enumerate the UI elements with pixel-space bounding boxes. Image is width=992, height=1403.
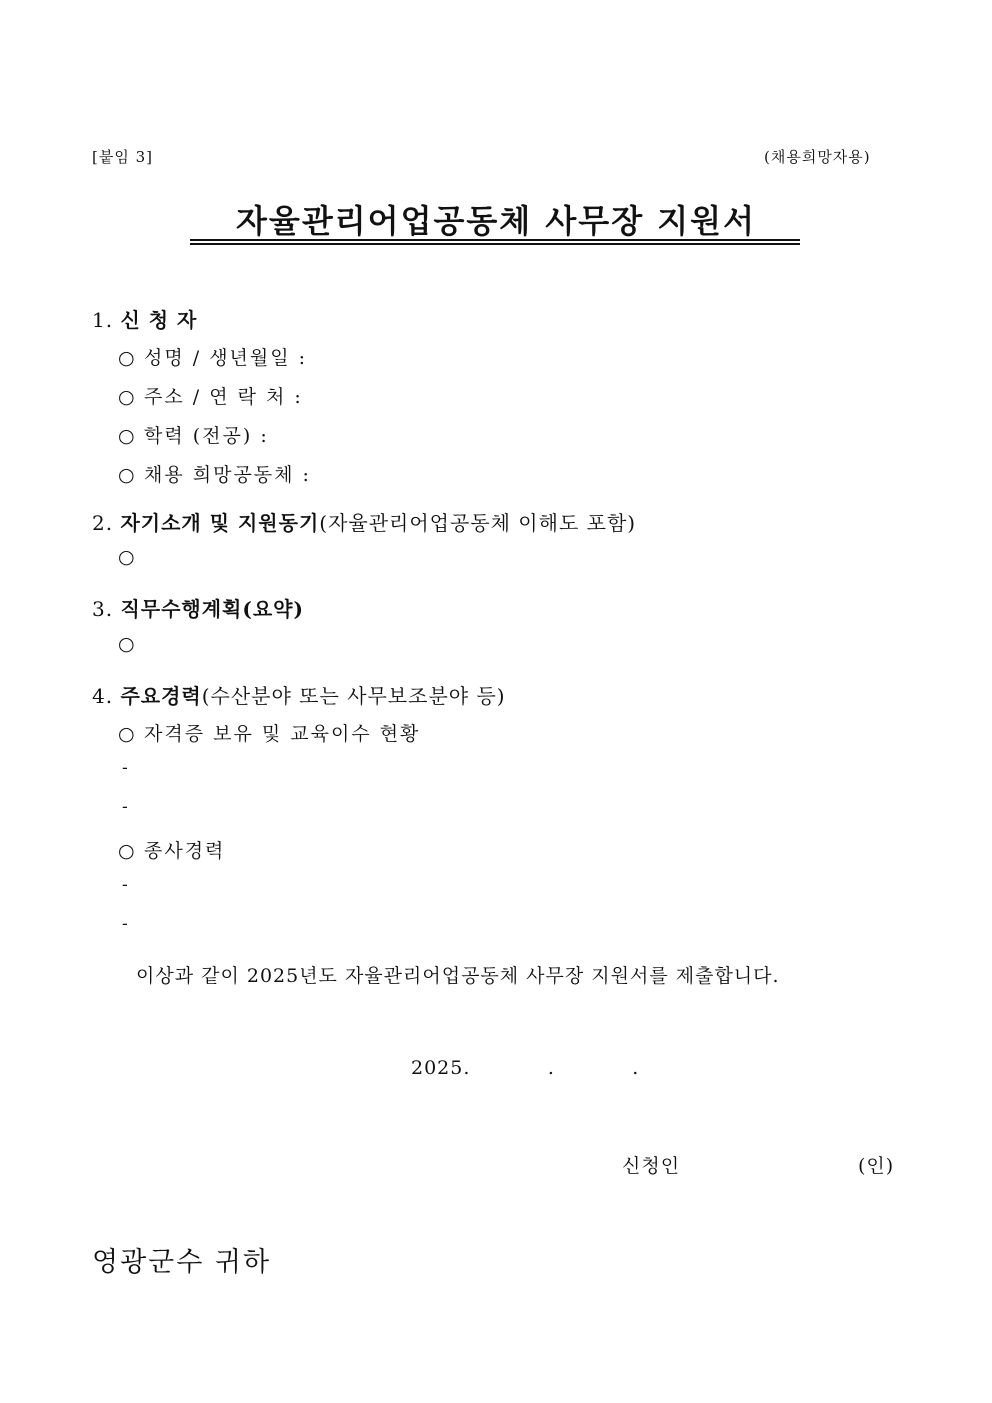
title-underline — [190, 239, 800, 241]
section-number: 4. — [92, 684, 114, 708]
circle-bullet-icon: ○ — [118, 633, 137, 655]
section-title-bold: 주요경력 — [120, 684, 202, 708]
section-number: 2. — [92, 511, 114, 535]
item-label: 종사경력 — [144, 840, 226, 862]
section-4-heading — [92, 680, 506, 709]
item-label: 주소 / 연 락 처 : — [144, 386, 303, 408]
section-title-bold: 자기소개 및 지원동기 — [120, 511, 320, 535]
certificates-row — [118, 719, 420, 746]
circle-bullet-icon: ○ — [118, 386, 137, 408]
section-1-heading — [92, 304, 197, 333]
section-title-bold: 직무수행계획(요약) — [120, 597, 304, 621]
section-2-heading — [92, 507, 636, 536]
circle-bullet-icon: ○ — [118, 425, 137, 447]
circle-bullet-icon: ○ — [118, 347, 137, 369]
experience-dash-1 — [122, 875, 128, 895]
work-plan-row — [118, 633, 144, 655]
document-title: 자율관리어업공동체 사무장 지원서 — [236, 202, 756, 240]
circle-bullet-icon: ○ — [118, 464, 137, 486]
item-label: 성명 / 생년월일 : — [144, 347, 308, 369]
section-number: 1. — [92, 308, 114, 332]
experience-dash-2 — [122, 914, 128, 934]
section-title-bold: 신 청 자 — [120, 308, 198, 332]
title-underline-double — [190, 243, 800, 245]
applicant-name-birth-row — [118, 343, 307, 370]
attachment-label: [붙임 3] — [92, 148, 153, 166]
circle-bullet-icon: ○ — [118, 546, 137, 568]
dash-bullet-icon: - — [122, 875, 128, 895]
dash-bullet-icon: - — [122, 797, 128, 817]
item-label: 자격증 보유 및 교육이수 현황 — [144, 723, 421, 745]
certificates-dash-1 — [122, 758, 128, 778]
recipient: 영광군수 귀하 — [92, 1247, 272, 1278]
dash-bullet-icon: - — [122, 758, 128, 778]
work-experience-row — [118, 836, 225, 863]
applicant-signature-label: 신청인 — [622, 1155, 681, 1177]
section-number: 3. — [92, 597, 114, 621]
section-title-normal: (자율관리어업공동체 이해도 포함) — [319, 511, 637, 535]
seal-mark: (인) — [858, 1155, 895, 1177]
circle-bullet-icon: ○ — [118, 840, 137, 862]
certificates-dash-2 — [122, 797, 128, 817]
applicant-desired-community-row — [118, 460, 311, 487]
circle-bullet-icon: ○ — [118, 723, 137, 745]
usage-label: (채용희망자용) — [764, 148, 871, 166]
declaration-text: 이상과 같이 2025년도 자율관리어업공동체 사무장 지원서를 제출합니다. — [136, 965, 780, 987]
applicant-address-contact-row — [118, 382, 303, 409]
item-label: 채용 희망공동체 : — [144, 464, 311, 486]
date-line: 2025. . . — [411, 1057, 640, 1079]
applicant-education-row — [118, 421, 269, 448]
dash-bullet-icon: - — [122, 914, 128, 934]
self-intro-row — [118, 546, 144, 568]
section-3-heading — [92, 593, 304, 622]
section-title-normal: (수산분야 또는 사무보조분야 등) — [201, 684, 506, 708]
item-label: 학력 (전공) : — [144, 425, 269, 447]
